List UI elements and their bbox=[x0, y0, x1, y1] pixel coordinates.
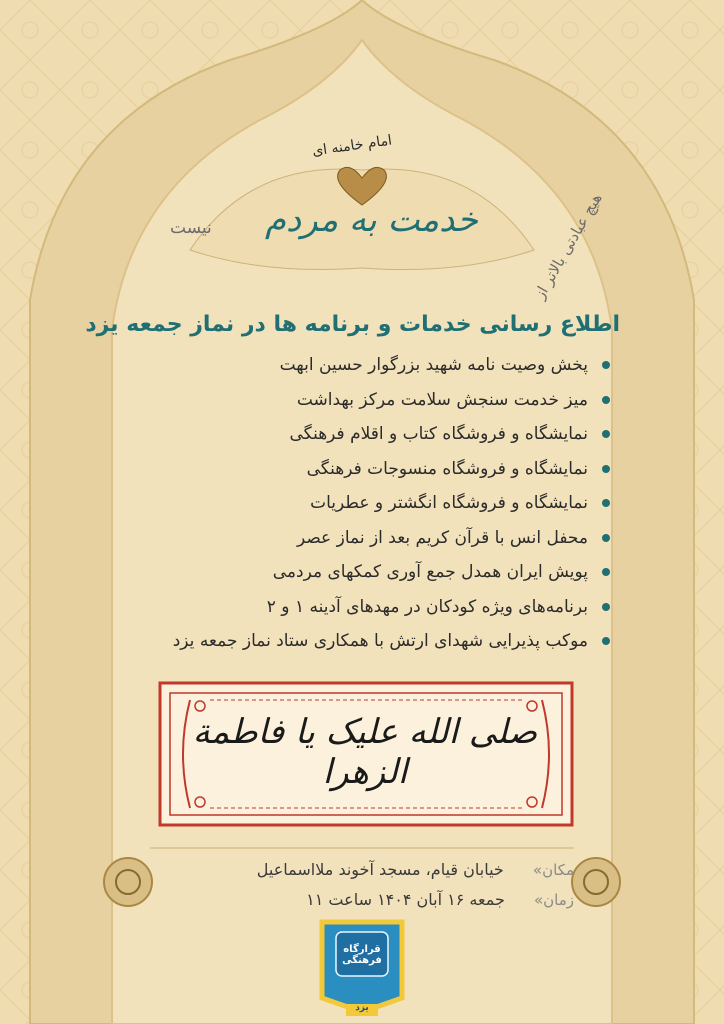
bullet-icon bbox=[602, 637, 610, 645]
list-item: پویش ایران همدل جمع آوری کمکهای مردمی bbox=[140, 555, 610, 590]
calligraphy-text: صلی الله علیک یا فاطمة الزهرا bbox=[192, 712, 538, 792]
quote-left-word: نیست bbox=[170, 218, 212, 238]
list-item: موکب پذیرایی شهدای ارتش با همکاری ستاد نماز جمعه یزد bbox=[140, 624, 610, 659]
leader-quote bbox=[170, 190, 606, 303]
bullet-icon bbox=[602, 465, 610, 473]
left-rosette-icon bbox=[104, 858, 152, 906]
list-item: میز خدمت سنجش سلامت مرکز بهداشت bbox=[140, 383, 610, 418]
quote-opening: هیچ عبادتی بالاتر از bbox=[530, 190, 606, 303]
bullet-icon bbox=[602, 568, 610, 576]
event-place bbox=[257, 860, 574, 879]
place-value: خیابان قیام، مسجد آخوند ملااسماعیل bbox=[256, 860, 504, 879]
time-value: جمعه ۱۶ آبان ۱۴۰۴ ساعت ۱۱ bbox=[306, 890, 505, 909]
bullet-icon bbox=[602, 430, 610, 438]
list-item: نمایشگاه و فروشگاه کتاب و اقلام فرهنگی bbox=[140, 417, 610, 452]
list-item: نمایشگاه و فروشگاه منسوجات فرهنگی bbox=[140, 452, 610, 487]
page-title: اطلاع رسانی خدمات و برنامه ها در نماز جمعه یزد bbox=[85, 312, 620, 337]
logo-name: قرارگاه فرهنگی bbox=[342, 944, 382, 966]
time-label: زمان» bbox=[533, 891, 574, 909]
list-item: نمایشگاه و فروشگاه انگشتر و عطریات bbox=[140, 486, 610, 521]
organization-logo bbox=[322, 922, 402, 1016]
bullet-icon bbox=[602, 603, 610, 611]
bullet-icon bbox=[602, 534, 610, 542]
bullet-icon bbox=[602, 361, 610, 369]
right-rosette-icon bbox=[572, 858, 620, 906]
place-label: مکان» bbox=[532, 861, 574, 879]
bullet-icon bbox=[602, 396, 610, 404]
list-item: محفل انس با قرآن کریم بعد از نماز عصر bbox=[140, 521, 610, 556]
list-item: پخش وصیت نامه شهید بزرگوار حسین ابهت bbox=[140, 348, 610, 383]
list-item: برنامه‌های ویژه کودکان در مهدهای آدینه ۱ و ۲ bbox=[140, 590, 610, 625]
bullet-icon bbox=[602, 499, 610, 507]
services-list bbox=[140, 348, 610, 659]
event-time bbox=[306, 890, 574, 909]
quote-signature: امام خامنه ای bbox=[311, 132, 393, 160]
quote-main-phrase: خدمت به مردم bbox=[265, 200, 478, 240]
logo-city: یزد bbox=[355, 1003, 369, 1013]
